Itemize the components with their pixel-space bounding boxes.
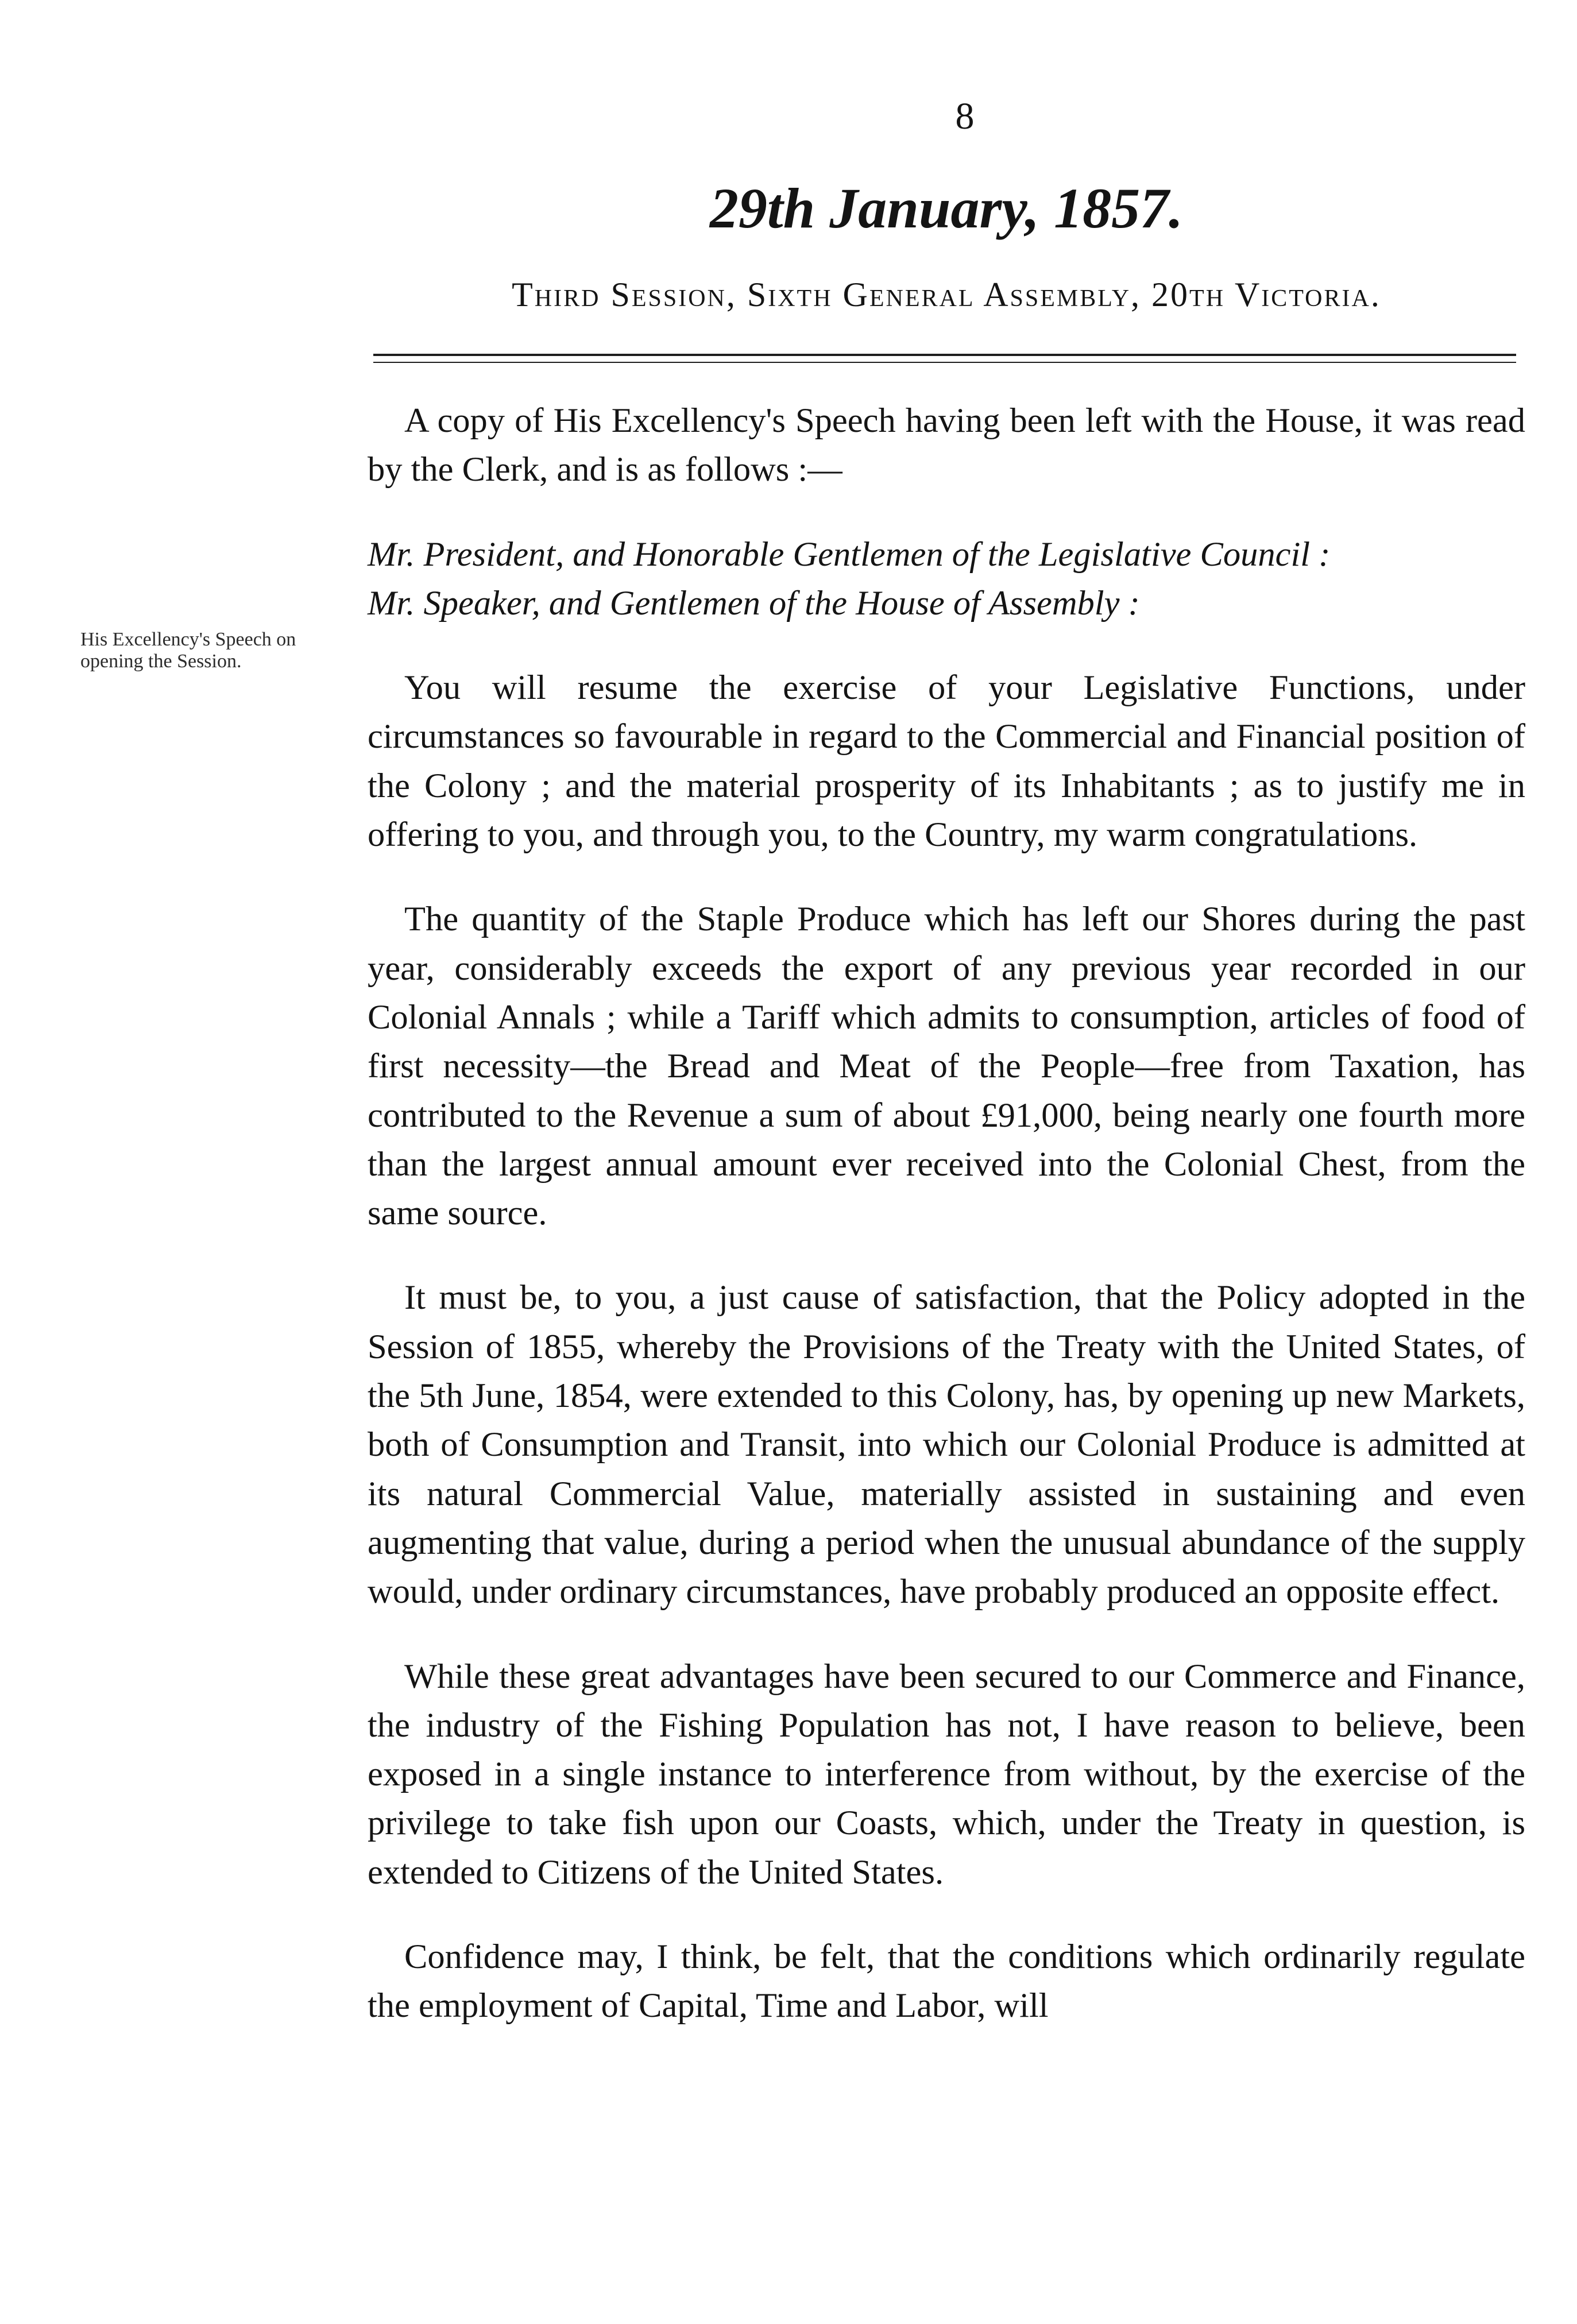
paragraph-fishing-population: While these great advantages have been secured to our Commerce and Finance, the industry of the Fishing Population has not, I have reason to believe, been exposed in a single instance to interference from without, by the exercise of the privilege to take fish upon our Coasts, which, under the Treaty in question, is extended to Citizens of the United States. [368, 1657, 1525, 1892]
paragraph-treaty-policy: It must be, to you, a just cause of satisfaction, that the Policy adopted in the Session of 1855, whereby the Provisions of the Treaty with the United States, of the 5th June, 1854, were extended to this Colony, has, by opening up new Markets, both of Consumption and Transit, into which our Colonial Produce is admitted at its natural Commercial Value, materially assisted in sustaining and even augmenting that value, during a period when the unusual abundance of the supply would, under ordinary circumstances, have probably produced an opposite effect. [368, 1278, 1525, 1611]
margin-note: His Excellency's Speech on opening the Session. [80, 629, 296, 672]
paragraph-confidence: Confidence may, I think, be felt, that the conditions which ordinarily regulate the employment of Capital, Time and Labor, will [368, 1938, 1525, 2025]
salutation-council: Mr. President, and Honorable Gentlemen of the Legislative Council : [368, 535, 1331, 574]
paragraph-staple-produce: The quantity of the Staple Produce which has left our Shores during the past year, considerably exceeds the export of any previous year recorded in our Colonial Annals ; while a Tariff which admits to consumption, articles of food of first necessity—the Bread and Meat of the People—free from Taxation, has contributed to the Revenue a sum of about £91,000, being nearly one fourth more than the largest annual amount ever received into the Colonial Chest, from the same source. [368, 900, 1525, 1233]
session-heading: Third Session, Sixth General Assembly, 20th Victoria. [512, 276, 1381, 314]
date-heading: 29th January, 1857. [709, 176, 1184, 240]
salutation-assembly: Mr. Speaker, and Gentlemen of the House of Assembly : [368, 583, 1140, 622]
speech-body [368, 396, 1525, 2066]
intro-paragraph: A copy of His Excellency's Speech having been left with the House, it was read by the Clerk, and is as follows :— [368, 401, 1525, 489]
paragraph-congratulations: You will resume the exercise of your Legislative Functions, under circumstances so favourable in regard to the Commercial and Financial position of the Colony ; and the material prosperity of its Inhabitants ; as to justify me in offering to you, and through you, to the Country, my warm congratulations. [368, 668, 1525, 854]
page-number: 8 [955, 95, 975, 137]
double-rule-divider [373, 354, 1516, 363]
